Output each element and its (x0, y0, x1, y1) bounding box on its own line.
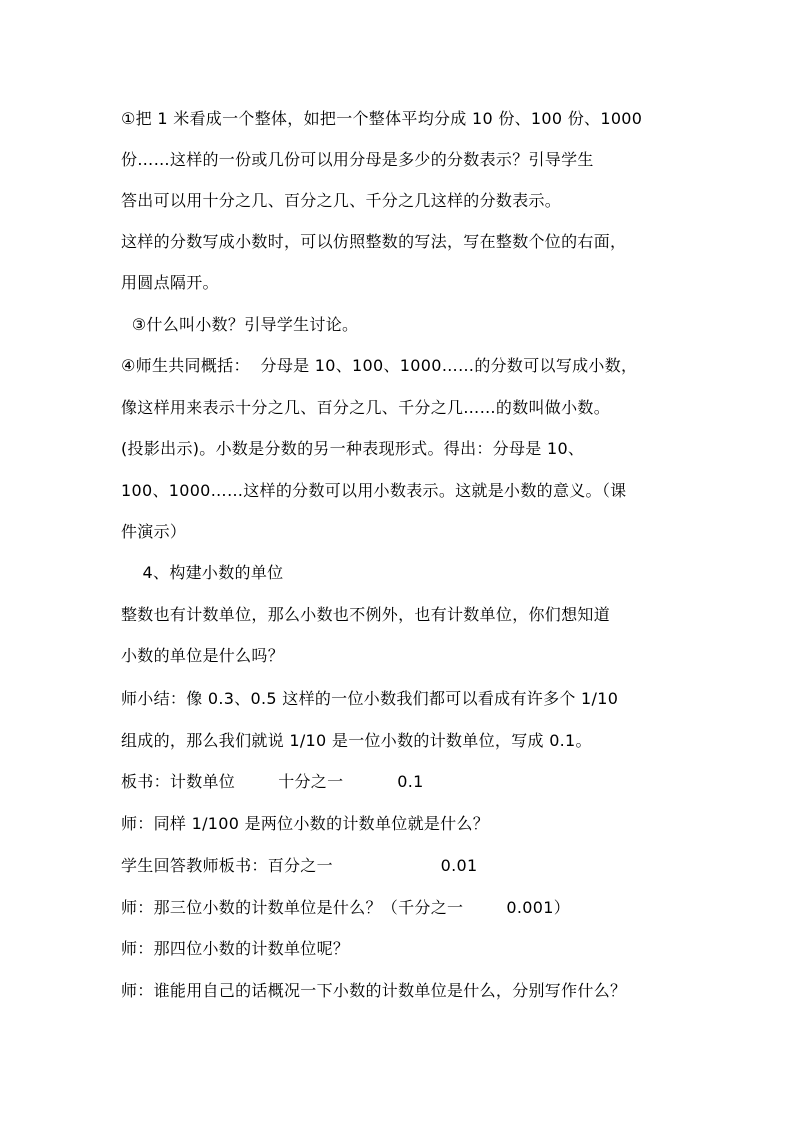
text-line-9: (投影出示)。小数是分数的另一种表现形式。得出：分母是 10、 (121, 439, 585, 458)
text-line-14: 小数的单位是什么吗？ (121, 646, 285, 665)
text-line-5: 用圆点隔开。 (121, 273, 219, 292)
text-line-11: 件演示） (121, 522, 187, 541)
text-line-17: 板书：计数单位 十分之一 0.1 (121, 772, 424, 791)
text-line-6: ③什么叫小数？引导学生讨论。 (121, 315, 359, 334)
text-line-1: ①把 1 米看成一个整体，如把一个整体平均分成 10 份、100 份、1000 (121, 109, 643, 128)
text-line-18: 师：同样 1/100 是两位小数的计数单位就是什么？ (121, 814, 490, 833)
section-heading: 4、构建小数的单位 (121, 563, 284, 582)
text-line-2: 份……这样的一份或几份可以用分母是多少的分数表示？引导学生 (121, 150, 594, 169)
text-line-4: 这样的分数写成小数时，可以仿照整数的写法，写在整数个位的右面， (121, 232, 627, 251)
text-line-15: 师小结：像 0.3、0.5 这样的一位小数我们都可以看成有许多个 1/10 (121, 689, 619, 708)
text-line-20: 师：那三位小数的计数单位是什么？（千分之一 0.001） (121, 898, 570, 917)
text-line-10: 100、1000……这样的分数可以用小数表示。这就是小数的意义。（课 (121, 481, 627, 500)
text-line-13: 整数也有计数单位，那么小数也不例外，也有计数单位，你们想知道 (121, 605, 611, 624)
text-line-21: 师：那四位小数的计数单位呢？ (121, 939, 350, 958)
text-line-16: 组成的，那么我们就说 1/10 是一位小数的计数单位，写成 0.1。 (121, 731, 592, 750)
text-line-7: ④师生共同概括： 分母是 10、100、1000……的分数可以写成小数， (121, 356, 638, 375)
text-line-8: 像这样用来表示十分之几、百分之几、千分之几……的数叫做小数。 (121, 398, 611, 417)
text-line-19: 学生回答教师板书：百分之一 0.01 (121, 856, 478, 875)
text-line-3: 答出可以用十分之几、百分之几、千分之几这样的分数表示。 (121, 191, 562, 210)
text-line-22: 师：谁能用自己的话概况一下小数的计数单位是什么，分别写作什么？ (121, 981, 627, 1000)
